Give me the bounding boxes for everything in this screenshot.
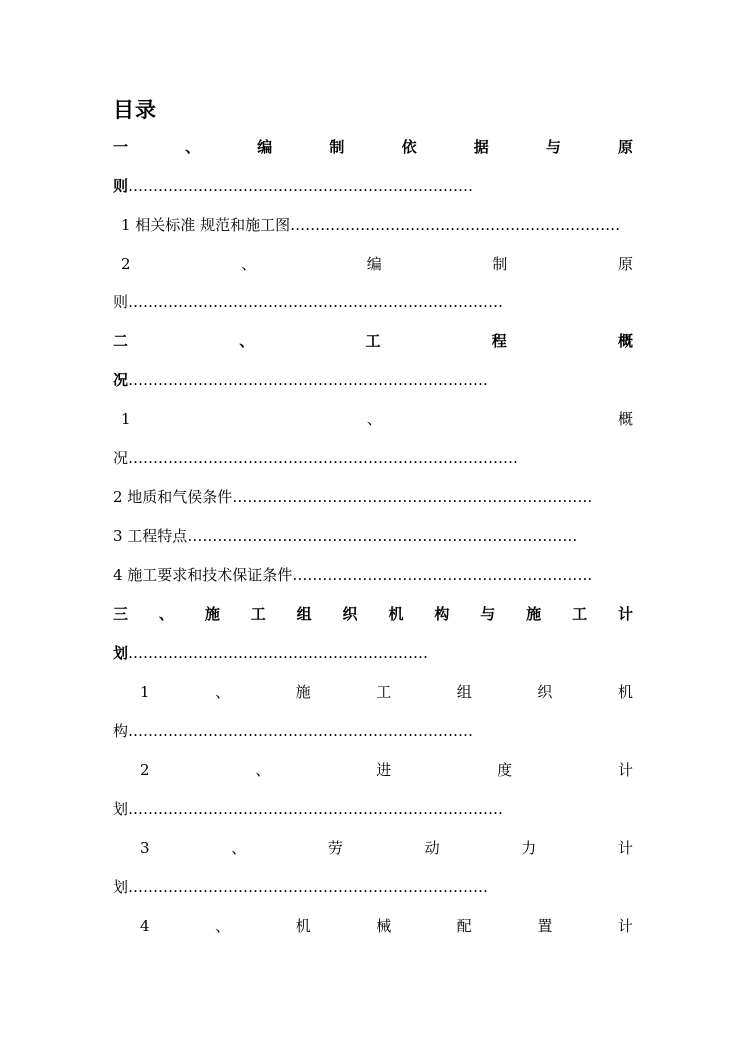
toc-char: 动 (424, 839, 440, 857)
toc-leader-dots: …………………………………………………………… (128, 722, 474, 740)
toc-leader-dots: …………………………………………………………… (128, 177, 474, 195)
toc-leader-dots: ………………………………………………………………… (128, 293, 504, 311)
toc-char: 与 (545, 138, 561, 156)
toc-char: 与 (480, 605, 496, 623)
toc-char: 程 (491, 332, 507, 350)
toc-char: 计 (617, 761, 633, 779)
toc-char: 、 (215, 683, 231, 701)
toc-leader-dots: …………………………………………………… (128, 644, 429, 662)
toc-char: 2 (121, 255, 131, 273)
toc-char: 二 (113, 332, 129, 350)
toc-char: 织 (342, 605, 358, 623)
toc-char: 1 (121, 410, 131, 428)
toc-char: 组 (296, 605, 312, 623)
toc-leader-dots: …………………………………………………………………… (128, 449, 519, 467)
toc-char: 计 (617, 605, 633, 623)
toc-char: 施 (204, 605, 220, 623)
toc-char: 配 (456, 917, 472, 935)
toc-char: 则 (113, 293, 129, 311)
toc-char: 4 (140, 917, 150, 935)
toc-char: 计 (617, 839, 633, 857)
toc-char: 、 (239, 332, 255, 350)
toc-char: 、 (241, 255, 257, 273)
toc-entry-s2-tail[interactable] (113, 370, 488, 390)
toc-char: 、 (215, 917, 231, 935)
toc-leader-dots: ………………………………………………………… (290, 216, 621, 234)
toc-entry-s3-1-tail[interactable] (113, 721, 473, 741)
toc-char: 三 (113, 605, 129, 623)
toc-entry-s2-1-head[interactable] (121, 409, 633, 429)
toc-entry-s2-1-tail[interactable] (113, 448, 518, 468)
toc-char: 、 (185, 138, 201, 156)
toc-char: 、 (158, 605, 174, 623)
toc-char: 、 (366, 410, 382, 428)
toc-char: 、 (255, 761, 271, 779)
toc-entry-s1-1[interactable] (121, 215, 620, 235)
toc-char: 制 (329, 138, 345, 156)
toc-entry-label: 4 施工要求和技术保证条件 (113, 566, 293, 584)
toc-char: 、 (231, 839, 247, 857)
toc-char: 构 (113, 722, 129, 740)
toc-entry-s1-2-tail[interactable] (113, 292, 503, 312)
toc-char: 工 (572, 605, 588, 623)
toc-char: 2 (140, 761, 150, 779)
toc-char: 一 (113, 138, 129, 156)
toc-leader-dots: ……………………………………………………………… (128, 878, 489, 896)
toc-char: 编 (257, 138, 273, 156)
toc-entry-s2-3[interactable] (113, 526, 577, 546)
toc-char: 原 (617, 255, 633, 273)
toc-char: 织 (537, 683, 553, 701)
toc-leader-dots: ……………………………………………………………… (128, 371, 489, 389)
toc-char: 度 (497, 761, 513, 779)
toc-char: 构 (434, 605, 450, 623)
toc-char: 划 (113, 800, 129, 818)
toc-entry-label: 3 工程特点 (113, 527, 188, 545)
toc-leader-dots: …………………………………………………………………… (187, 527, 578, 545)
toc-entry-s3-tail[interactable] (113, 643, 428, 663)
toc-char: 组 (456, 683, 472, 701)
toc-entry-s1-head[interactable] (113, 137, 633, 157)
toc-entry-s3-4-head[interactable] (140, 916, 633, 936)
toc-char: 1 (140, 683, 150, 701)
toc-char: 则 (113, 177, 129, 195)
toc-char: 编 (366, 255, 382, 273)
toc-char: 制 (492, 255, 508, 273)
toc-char: 工 (365, 332, 381, 350)
toc-entry-s3-head[interactable] (113, 604, 633, 624)
toc-char: 机 (295, 917, 311, 935)
toc-char: 概 (617, 410, 633, 428)
toc-char: 况 (113, 371, 129, 389)
toc-char: 况 (113, 449, 129, 467)
toc-entry-label: 2 地质和气侯条件 (113, 488, 233, 506)
toc-entry-label: 1 相关标准 规范和施工图 (121, 216, 291, 234)
toc-entry-s2-4[interactable] (113, 565, 592, 585)
toc-char: 施 (295, 683, 311, 701)
toc-title: 目录 (113, 98, 157, 122)
toc-leader-dots: ………………………………………………………………… (128, 800, 504, 818)
toc-char: 划 (113, 644, 129, 662)
toc-entry-s3-3-tail[interactable] (113, 877, 488, 897)
toc-leader-dots: …………………………………………………… (292, 566, 593, 584)
toc-char: 据 (473, 138, 489, 156)
toc-char: 械 (376, 917, 392, 935)
toc-char: 原 (617, 138, 633, 156)
toc-char: 划 (113, 878, 129, 896)
toc-char: 置 (537, 917, 553, 935)
toc-entry-s3-1-head[interactable] (140, 682, 633, 702)
toc-char: 机 (617, 683, 633, 701)
toc-char: 力 (521, 839, 537, 857)
toc-char: 机 (388, 605, 404, 623)
toc-char: 劳 (327, 839, 343, 857)
toc-entry-s3-2-head[interactable] (140, 760, 633, 780)
toc-char: 3 (140, 839, 150, 857)
toc-char: 工 (250, 605, 266, 623)
toc-char: 依 (401, 138, 417, 156)
toc-entry-s3-2-tail[interactable] (113, 799, 503, 819)
toc-char: 计 (617, 917, 633, 935)
toc-char: 工 (376, 683, 392, 701)
toc-char: 进 (376, 761, 392, 779)
toc-entry-s2-head[interactable] (113, 331, 633, 351)
toc-entry-s2-2[interactable] (113, 487, 592, 507)
toc-char: 施 (526, 605, 542, 623)
toc-entry-s1-2-head[interactable] (121, 254, 633, 274)
toc-entry-s1-tail[interactable] (113, 176, 473, 196)
toc-leader-dots: ……………………………………………………………… (232, 488, 593, 506)
toc-char: 概 (617, 332, 633, 350)
toc-entry-s3-3-head[interactable] (140, 838, 633, 858)
